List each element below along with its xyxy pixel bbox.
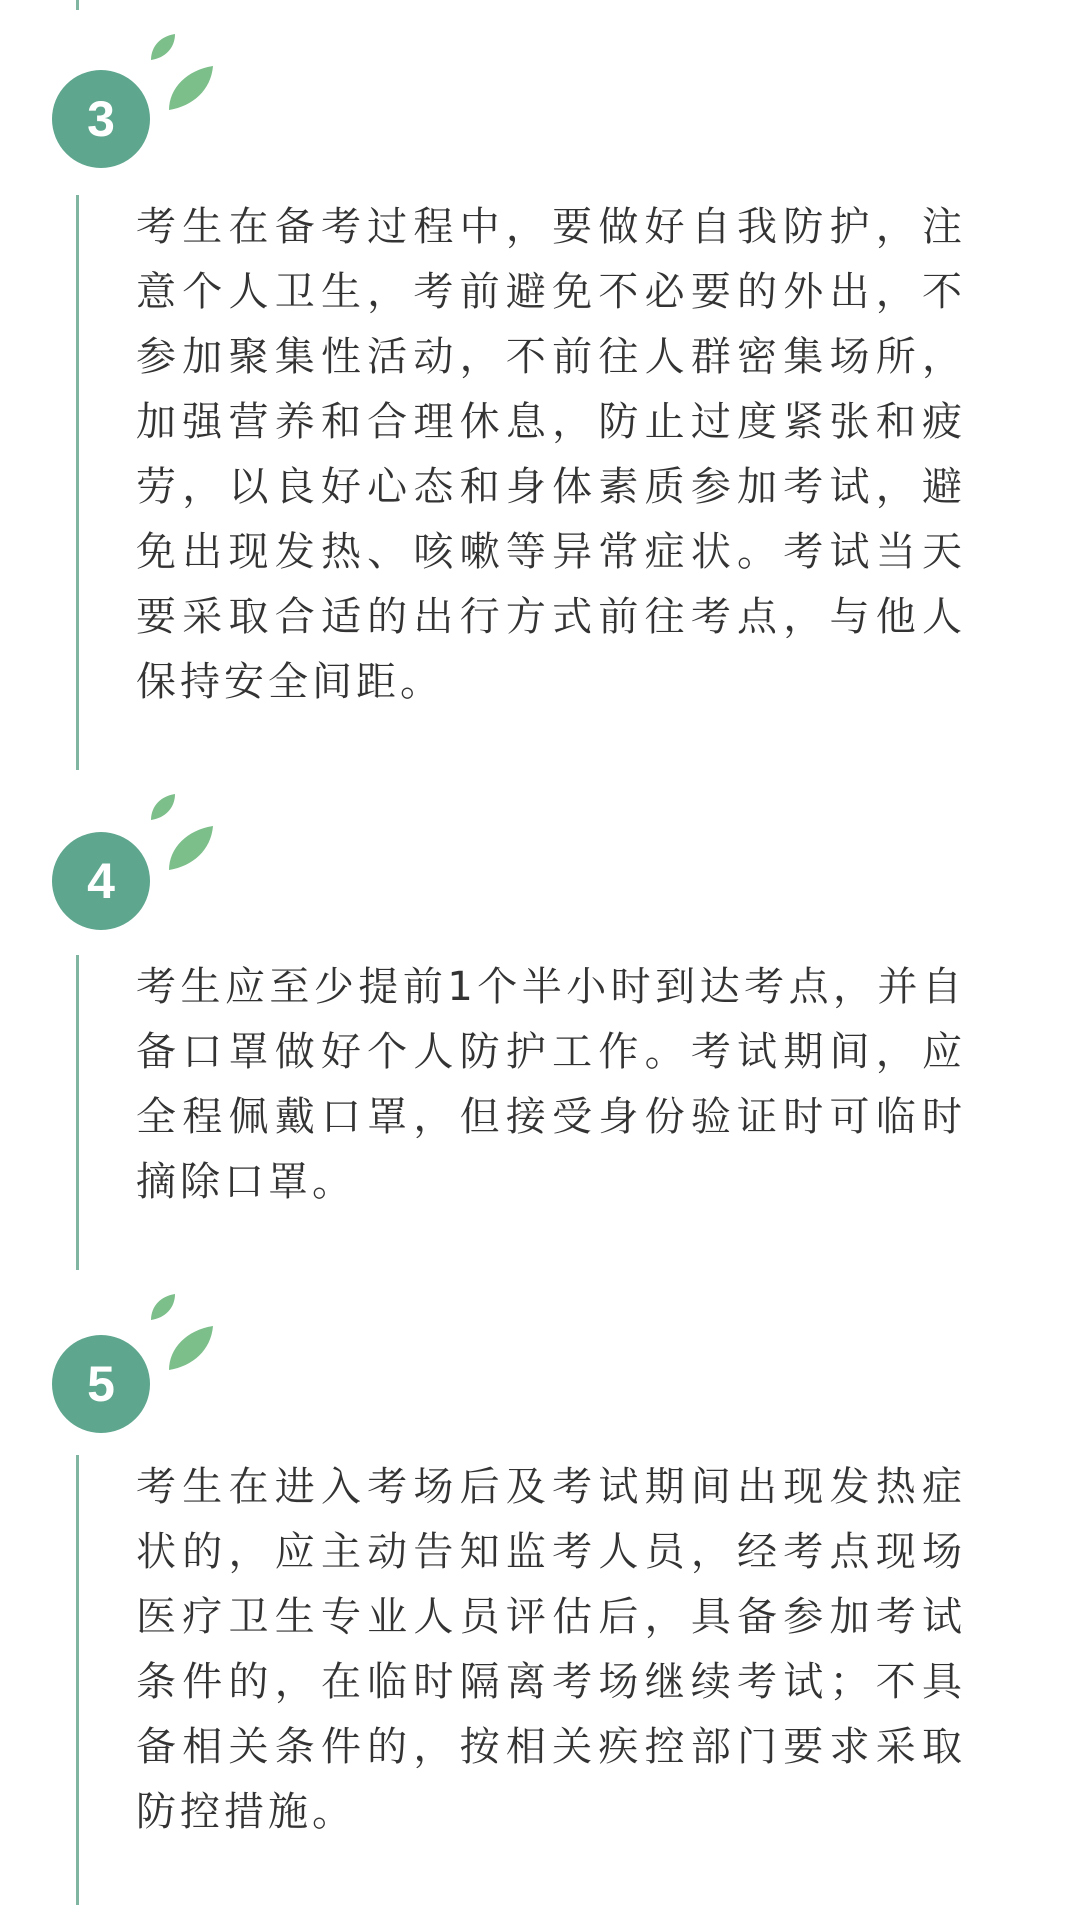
timeline-line [76, 955, 79, 1270]
timeline-line [76, 1455, 79, 1905]
section-number-badge: 3 [52, 70, 150, 168]
leaf-icon [145, 1290, 225, 1380]
section-text: 考生在进入考场后及考试期间出现发热症状的，应主动告知监考人员，经考点现场医疗卫生专业人员评估后，具备参加考试条件的，在临时隔离考场继续考试；不具备相关条件的，按相关疾控部门要求采取防控措施。 [136, 1464, 966, 1835]
section-text: 考生在备考过程中，要做好自我防护，注意个人卫生，考前避免不必要的外出，不参加聚集性活动，不前往人群密集场所，加强营养和合理休息，防止过度紧张和疲劳，以良好心态和身体素质参加考试，避免出现发热、咳嗽等异常症状。考试当天要采取合适的出行方式前往考点，与他人保持安全间距。 [136, 204, 966, 705]
section-number-badge: 4 [52, 832, 150, 930]
timeline-line [76, 195, 79, 770]
timeline-line-top [76, 0, 79, 10]
leaf-icon [145, 30, 225, 120]
section-text: 考生应至少提前1个半小时到达考点，并自备口罩做好个人防护工作。考试期间，应全程佩戴口罩，但接受身份验证时可临时摘除口罩。 [136, 964, 966, 1205]
section-number-badge: 5 [52, 1335, 150, 1433]
leaf-icon [145, 790, 225, 880]
